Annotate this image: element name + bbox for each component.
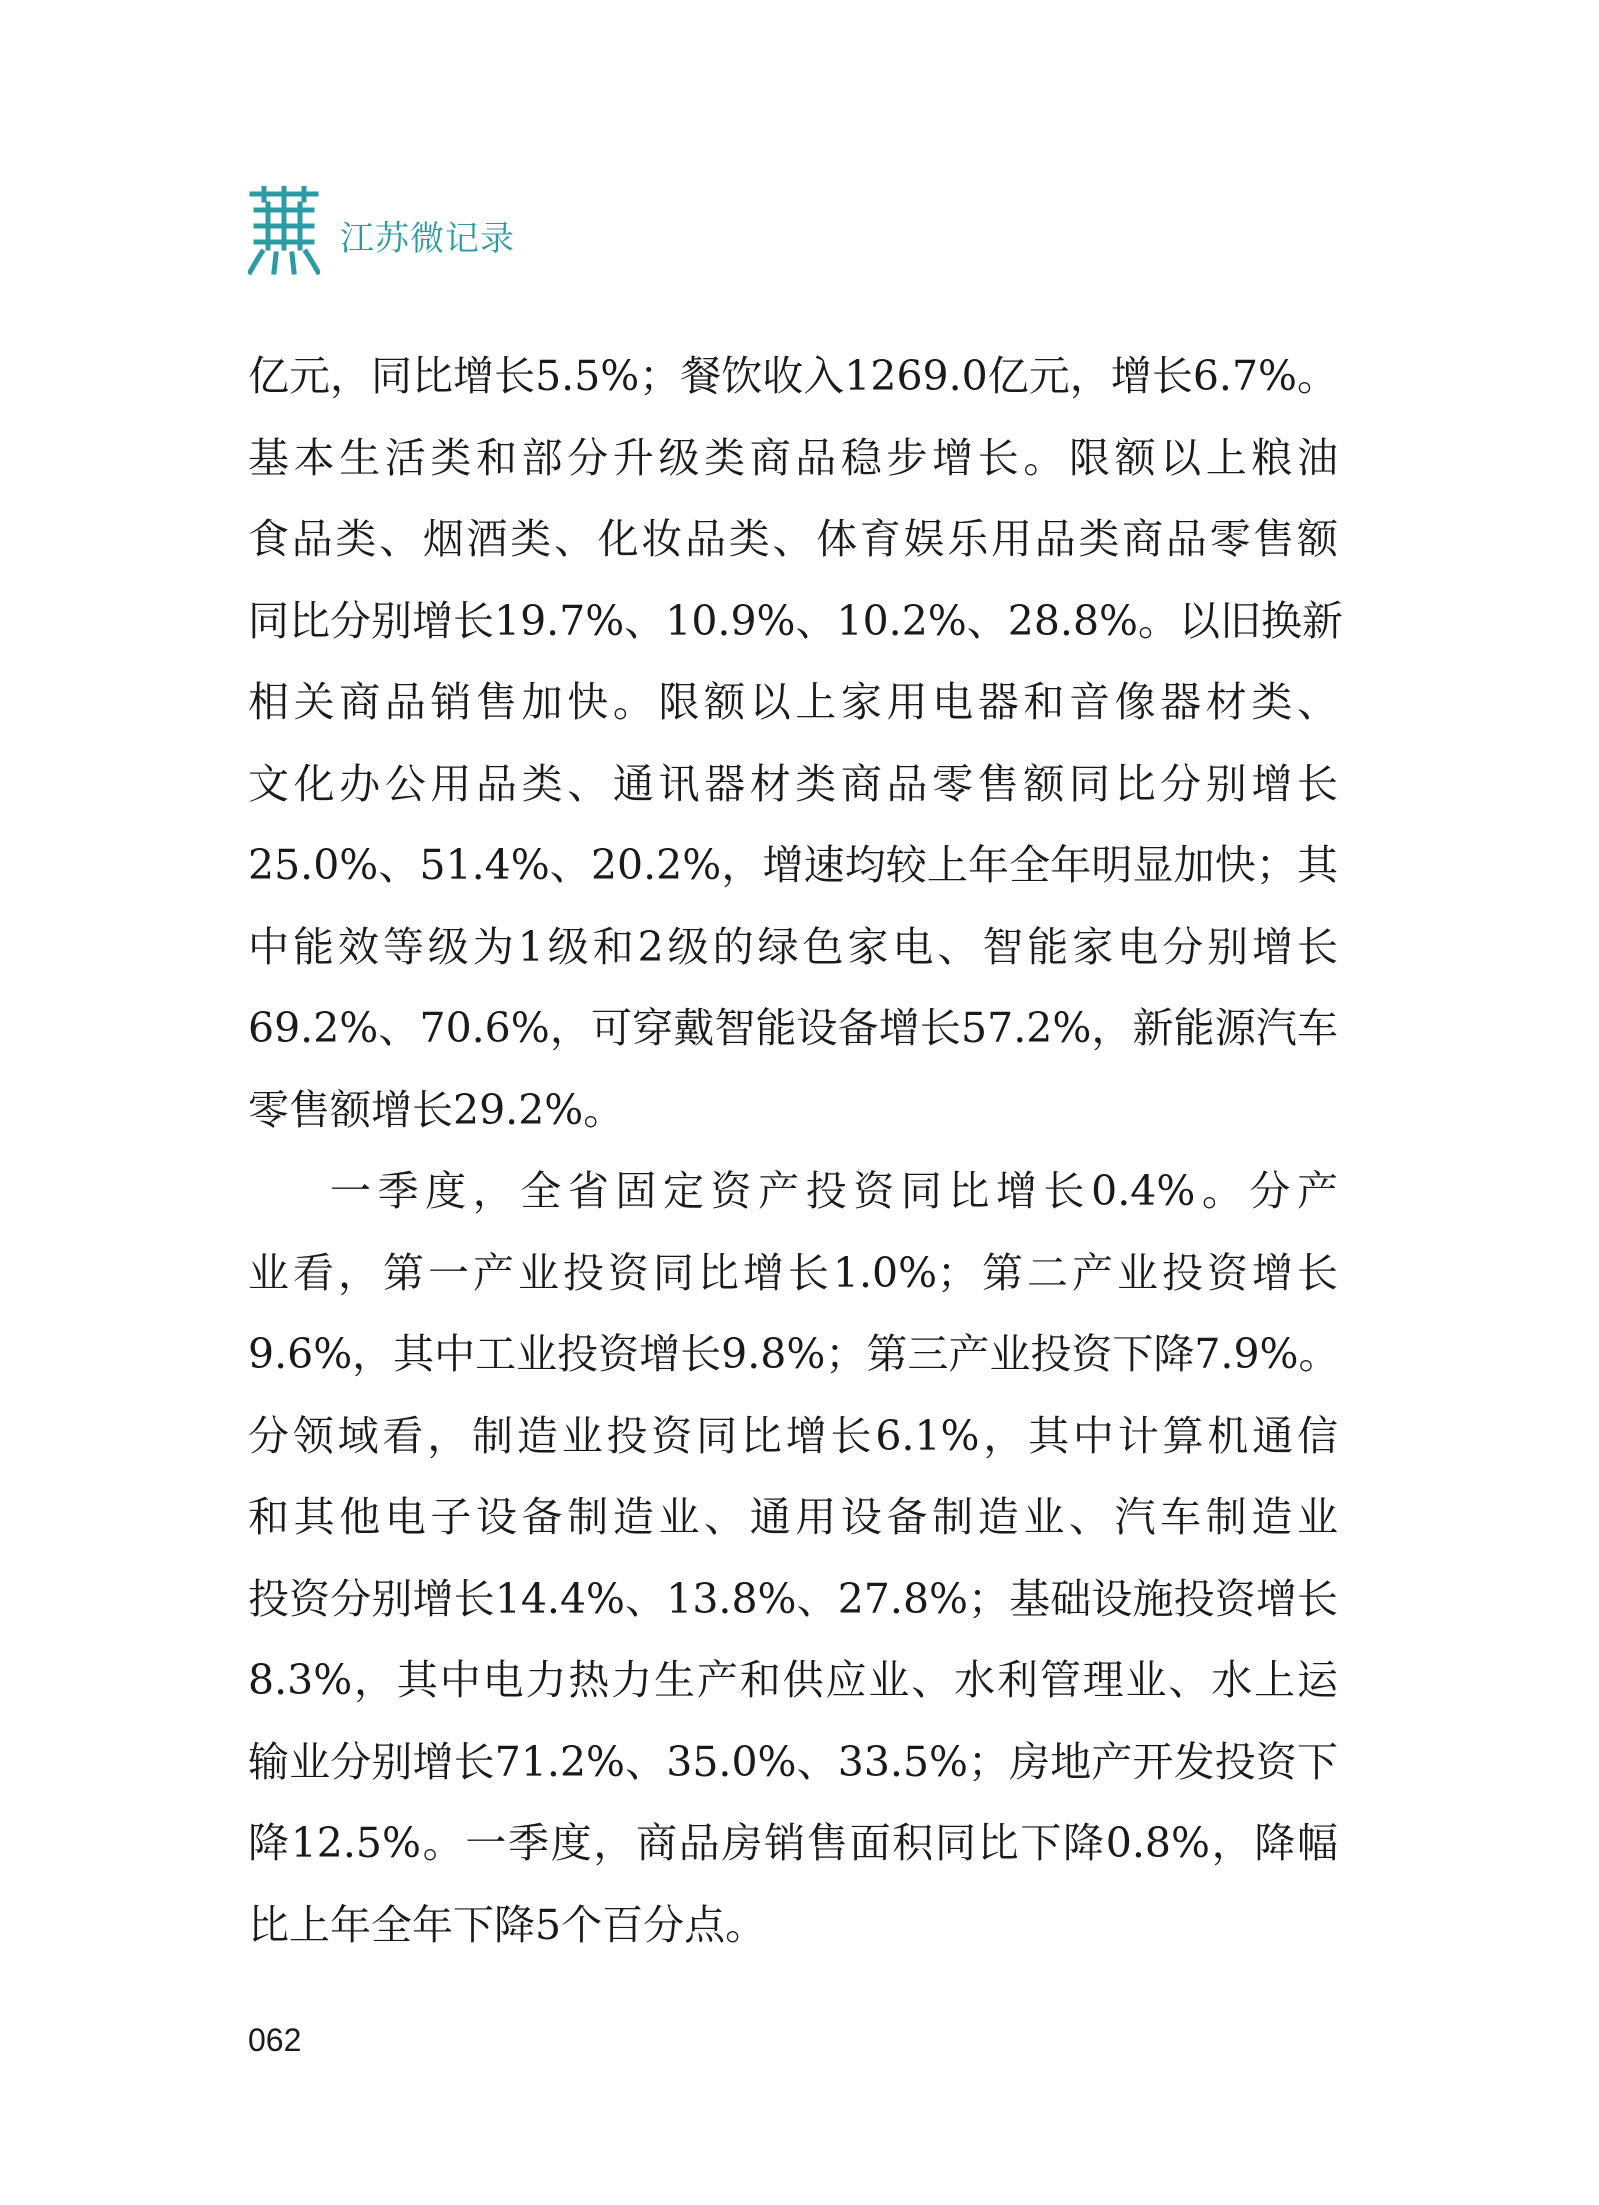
page-number: 062: [248, 2022, 302, 2058]
text-line: 投资分别增长14.4%、13.8%、27.8%；基础设施投资增长: [248, 1574, 1338, 1623]
text-line: 和其他电子设备制造业、通用设备制造业、汽车制造业: [248, 1493, 1338, 1541]
body-text: [248, 336, 1343, 1966]
text-line: 一季度，全省固定资产投资同比增长0.4%。分产: [330, 1167, 1338, 1215]
text-line: 业看，第一产业投资同比增长1.0%；第二产业投资增长: [248, 1248, 1338, 1297]
text-line: 9.6%，其中工业投资增长9.8%；第三产业投资下降7.9%。: [248, 1330, 1340, 1378]
text-line: 69.2%、70.6%，可穿戴智能设备增长57.2%，新能源汽车: [248, 1004, 1338, 1052]
text-line: 25.0%、51.4%、20.2%，增速均较上年全年明显加快；其: [248, 841, 1338, 889]
text-line: 降12.5%。一季度，商品房销售面积同比下降0.8%，降幅: [248, 1819, 1338, 1867]
text-line: 输业分别增长71.2%、35.0%、33.5%；房地产开发投资下: [248, 1737, 1338, 1786]
text-line: 比上年全年下降5个百分点。: [248, 1900, 767, 1949]
page-header: [248, 186, 515, 278]
text-line: 8.3%，其中电力热力生产和供应业、水利管理业、水上运: [248, 1656, 1338, 1704]
text-line: 基本生活类和部分升级类商品稳步增长。限额以上粮油: [248, 433, 1338, 482]
text-line: 同比分别增长19.7%、10.9%、10.2%、28.8%。以旧换新: [248, 596, 1343, 645]
text-line: 食品类、烟酒类、化妆品类、体育娱乐用品类商品零售额: [248, 515, 1338, 563]
header-title: 江苏微记录: [340, 218, 515, 259]
text-line: 零售额增长29.2%。: [248, 1085, 625, 1134]
text-line: 相关商品销售加快。限额以上家用电器和音像器材类、: [248, 678, 1338, 726]
paragraph-investment: [248, 1151, 1338, 1966]
text-line: 亿元，同比增长5.5%；餐饮收入1269.0亿元，增长6.7%。: [248, 352, 1339, 400]
text-line: 中能效等级为1级和2级的绿色家电、智能家电分别增长: [248, 922, 1338, 971]
paragraph-retail: [248, 336, 1343, 1151]
text-line: 文化办公用品类、通讯器材类商品零售额同比分别增长: [248, 759, 1338, 808]
text-line: 分领域看，制造业投资同比增长6.1%，其中计算机通信: [248, 1411, 1338, 1460]
jiangsu-microrecord-logo-icon: [248, 186, 320, 278]
